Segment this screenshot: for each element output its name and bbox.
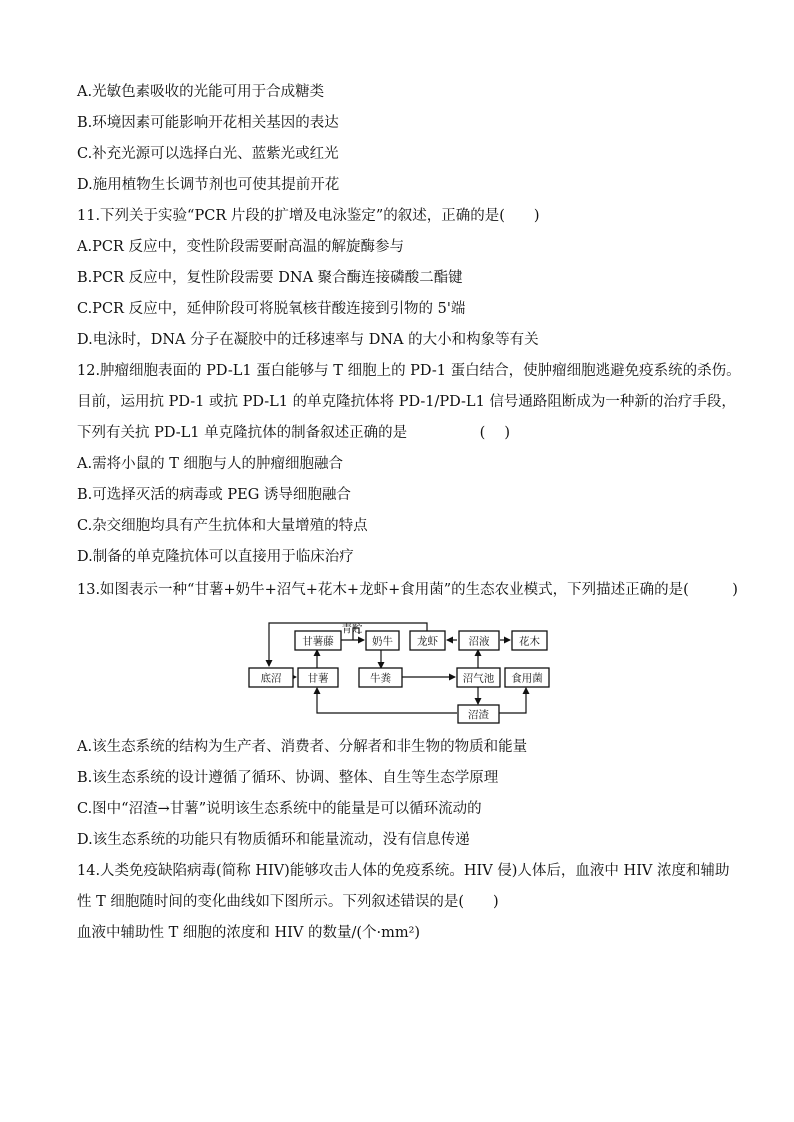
q12-option-d: D.制备的单克隆抗体可以直接用于临床治疗	[77, 549, 354, 565]
svg-text:奶牛: 奶牛	[372, 635, 393, 648]
svg-text:牛粪: 牛粪	[370, 672, 391, 685]
svg-text:甘薯藤: 甘薯藤	[302, 635, 334, 648]
q12-stem-line-1: 12.肿瘤细胞表面的 PD-L1 蛋白能够与 T 细胞上的 PD-1 蛋白结合，使肿瘤细胞逃避免疫系统的杀伤。	[77, 363, 741, 379]
node-niufen	[359, 668, 402, 687]
q13-option-c: C.图中“沼渣→甘薯”说明该生态系统中的能量是可以循环流动的	[77, 801, 482, 817]
svg-text:底沼: 底沼	[260, 672, 282, 685]
node-nainiu	[366, 631, 399, 650]
svg-text:沼液: 沼液	[468, 635, 490, 648]
q13-option-d: D.该生态系统的功能只有物质循环和能量流动，没有信息传递	[77, 832, 470, 848]
node-zhaozha	[458, 705, 499, 723]
q12-stem-line-2: 目前，运用抗 PD-1 或抗 PD-L1 的单克隆抗体将 PD-1/PD-L1 信号通路阻断成为一种新的治疗手段，	[77, 394, 736, 410]
node-shiyongjun	[505, 668, 549, 687]
q12-stem-line-3: 下列有关抗 PD-L1 单克隆抗体的制备叙述正确的是 ( )	[77, 425, 511, 441]
q11-stem: 11.下列关于实验“PCR 片段的扩增及电泳鉴定”的叙述，正确的是( )	[77, 208, 540, 224]
q11-option-b: B.PCR 反应中，复性阶段需要 DNA 聚合酶连接磷酸二酯键	[77, 270, 463, 286]
q14-stem-line-1: 14.人类免疫缺陷病毒(简称 HIV)能够攻击人体的免疫系统。HIV 侵)人体后，血液中 HIV 浓度和辅助	[77, 863, 730, 879]
q10-option-c: C.补充光源可以选择白光、蓝紫光或红光	[77, 146, 339, 162]
q11-option-d: D.电泳时，DNA 分子在凝胶中的迁移速率与 DNA 的大小和构象等有关	[77, 332, 539, 348]
q13-option-a: A.该生态系统的结构为生产者、消费者、分解者和非生物的物质和能量	[77, 739, 528, 755]
edge-zhaozha-ganshu	[317, 688, 457, 713]
node-huamu	[512, 631, 547, 650]
node-ganshu	[298, 668, 338, 687]
q12-option-b: B.可选择灭活的病毒或 PEG 诱导细胞融合	[77, 487, 351, 503]
svg-text:沼渣: 沼渣	[468, 709, 489, 721]
svg-text:花木: 花木	[519, 635, 540, 648]
edge-label-qingzhu: 青贮	[341, 623, 363, 635]
node-longxia	[410, 631, 445, 650]
q10-option-a: A.光敏色素吸收的光能可用于合成糖类	[77, 84, 325, 100]
q11-option-a: A.PCR 反应中，变性阶段需要耐高温的解旋酶参与	[77, 239, 404, 255]
node-zhaoqichi	[457, 668, 500, 687]
q13-option-b: B.该生态系统的设计遵循了循环、协调、整体、自生等生态学原理	[77, 770, 499, 786]
svg-text:龙虾: 龙虾	[417, 635, 438, 648]
svg-text:甘薯: 甘薯	[307, 672, 329, 685]
node-ganshuteng	[295, 631, 341, 650]
q12-option-c: C.杂交细胞均具有产生抗体和大量增殖的特点	[77, 518, 368, 534]
node-dizhao	[249, 668, 293, 687]
q13-stem: 13.如图表示一种“甘薯+奶牛+沼气+花木+龙虾+食用菌”的生态农业模式，下列描述正确的是( )	[77, 582, 738, 598]
svg-text:沼气池: 沼气池	[462, 672, 495, 685]
edge-zhaozha-shiyongjun	[499, 688, 526, 713]
q11-option-c: C.PCR 反应中，延伸阶段可将脱氧核苷酸连接到引物的 5'端	[77, 301, 466, 317]
q14-stem-line-2: 性 T 细胞随时间的变化曲线如下图所示。下列叙述错误的是( )	[77, 894, 499, 910]
q12-option-a: A.需将小鼠的 T 细胞与人的肿瘤细胞融合	[77, 456, 343, 472]
eco-agriculture-diagram	[245, 620, 555, 725]
q10-option-b: B.环境因素可能影响开花相关基因的表达	[77, 115, 339, 131]
svg-text:食用菌: 食用菌	[511, 672, 543, 685]
node-zhaoye	[459, 631, 499, 650]
q10-option-d: D.施用植物生长调节剂也可使其提前开花	[77, 177, 340, 193]
q14-chart-caption: 血液中辅助性 T 细胞的浓度和 HIV 的数量/(个·mm²)	[77, 925, 421, 941]
